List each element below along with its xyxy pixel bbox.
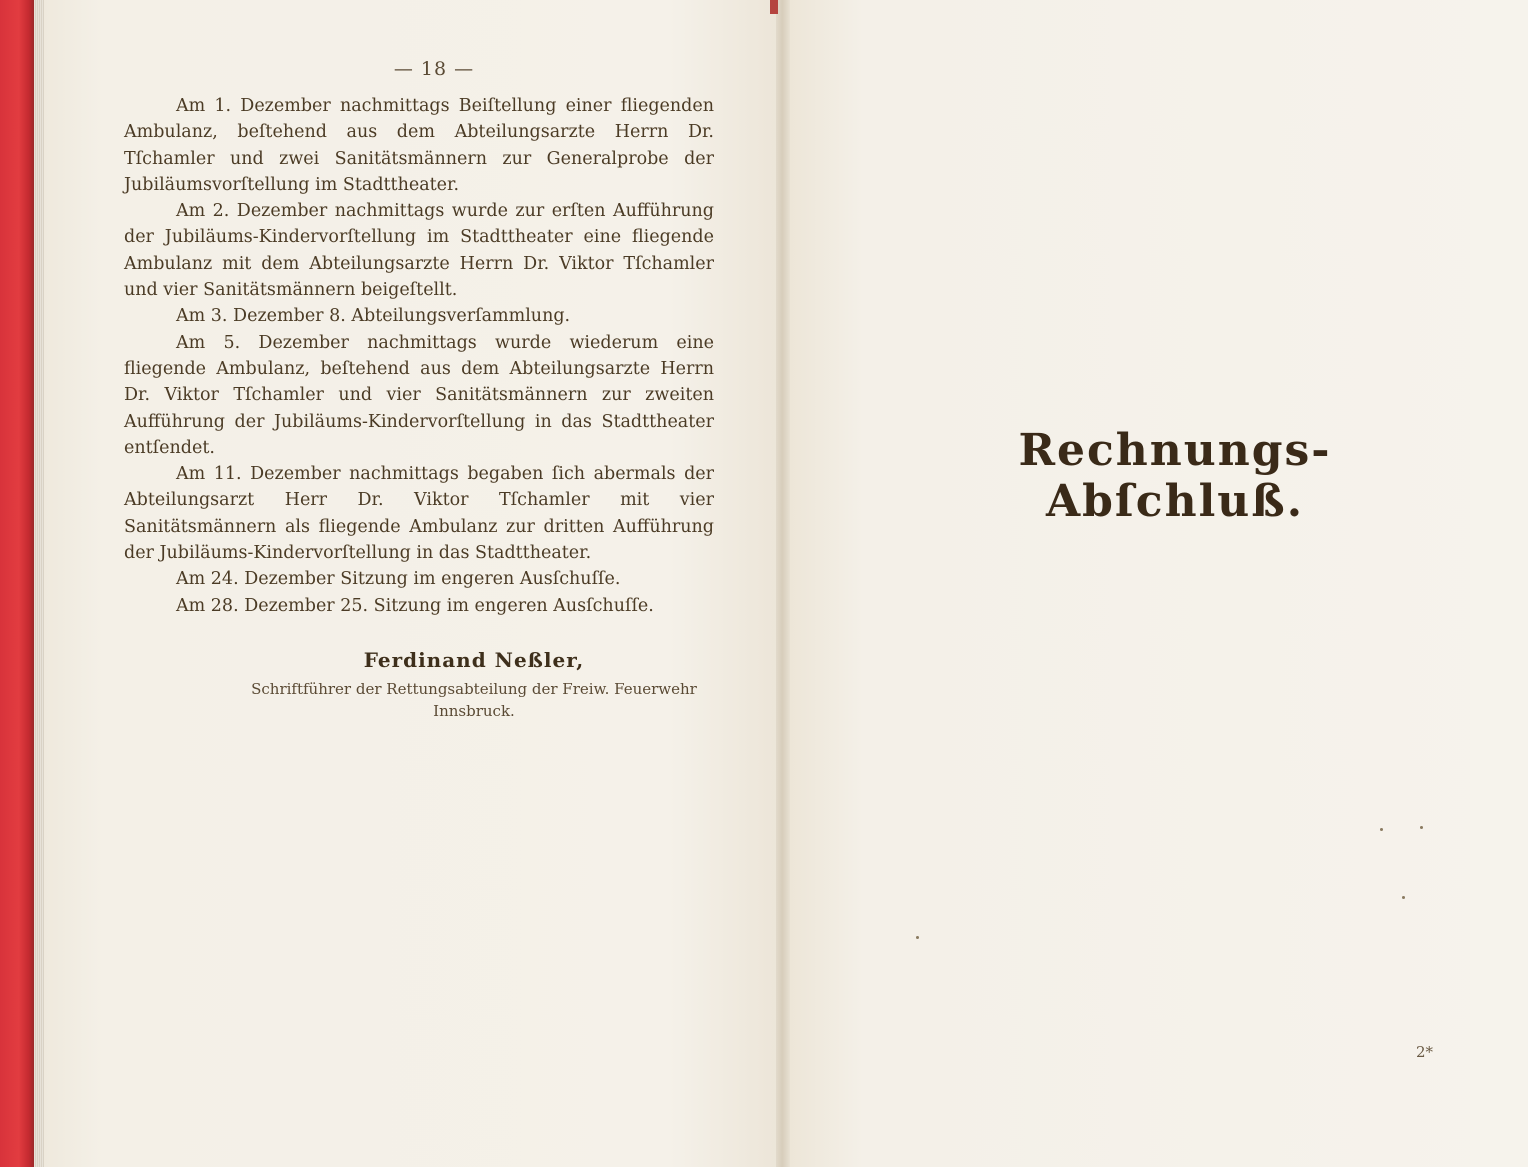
left-page — [44, 0, 780, 1167]
paragraph-dec-24: Am 24. Dezember Sitzung im engeren Ausſchuſſe. — [176, 569, 621, 590]
paragraph-dec-5: Am 5. Dezember nachmittags wurde wiederum eine fliegende Ambulanz, beſtehend aus dem Abteilungsarzte Herrn Dr. Viktor Tſchamler und vier Sanitätsmännern zur zweiten Aufführung der Jubiläums-Kindervorſtellung in das Stadttheater entſendet. — [124, 332, 714, 458]
paragraph-dec-3: Am 3. Dezember 8. Abteilungsverſammlung. — [176, 306, 571, 327]
paper-speck — [1402, 896, 1405, 899]
book-cover-edge — [0, 0, 34, 1167]
book-gutter — [776, 0, 790, 1167]
right-page — [790, 0, 1528, 1167]
paragraph-dec-2: Am 2. Dezember nachmittags wurde zur erſten Aufführung der Jubiläums-Kindervorſtellung im Stadttheater eine fliegende Ambulanz mit dem Abteilungsarzte Herrn Dr. Viktor Tſchamler und vier Sanitätsmännern beigeſtellt. — [124, 201, 714, 301]
paragraph-dec-1: Am 1. Dezember nachmittags Beiſtellung einer fliegenden Ambulanz, beſtehend aus dem Abteilungsarzte Herrn Dr. Tſchamler und zwei Sanitätsmännern zur Generalprobe der Jubiläumsvorſtellung im Stadttheater. — [124, 96, 714, 195]
signature-place: Innsbruck. — [433, 702, 515, 720]
paragraph-dec-28: Am 28. Dezember 25. Sitzung im engeren Ausſchuſſe. — [176, 595, 654, 616]
bookmark-ribbon — [770, 0, 778, 14]
paragraph-dec-11: Am 11. Dezember nachmittags begaben ſich abermals der Abteilungsarzt Herr Dr. Viktor Tſchamler mit vier Sanitätsmännern als fliegende Ambulanz zur dritten Aufführung der Jubiläums-Kindervorſtellung in das Stadttheater. — [124, 464, 714, 564]
page-edges — [34, 0, 44, 1167]
signature-title: Schriftführer der Rettungsabteilung der Freiw. Feuerwehr — [251, 680, 697, 698]
paper-speck — [1420, 826, 1423, 829]
body-text — [124, 93, 714, 619]
paper-speck — [1380, 828, 1383, 831]
signature-name: Ferdinand Neßler, — [363, 648, 585, 672]
section-title: Rechnungs-Abſchluß. — [1018, 425, 1332, 527]
page-signature-mark: 2* — [1416, 1043, 1434, 1061]
page-number: — 18 — — [393, 58, 475, 80]
signature-block — [194, 648, 754, 722]
paper-speck — [916, 936, 919, 939]
